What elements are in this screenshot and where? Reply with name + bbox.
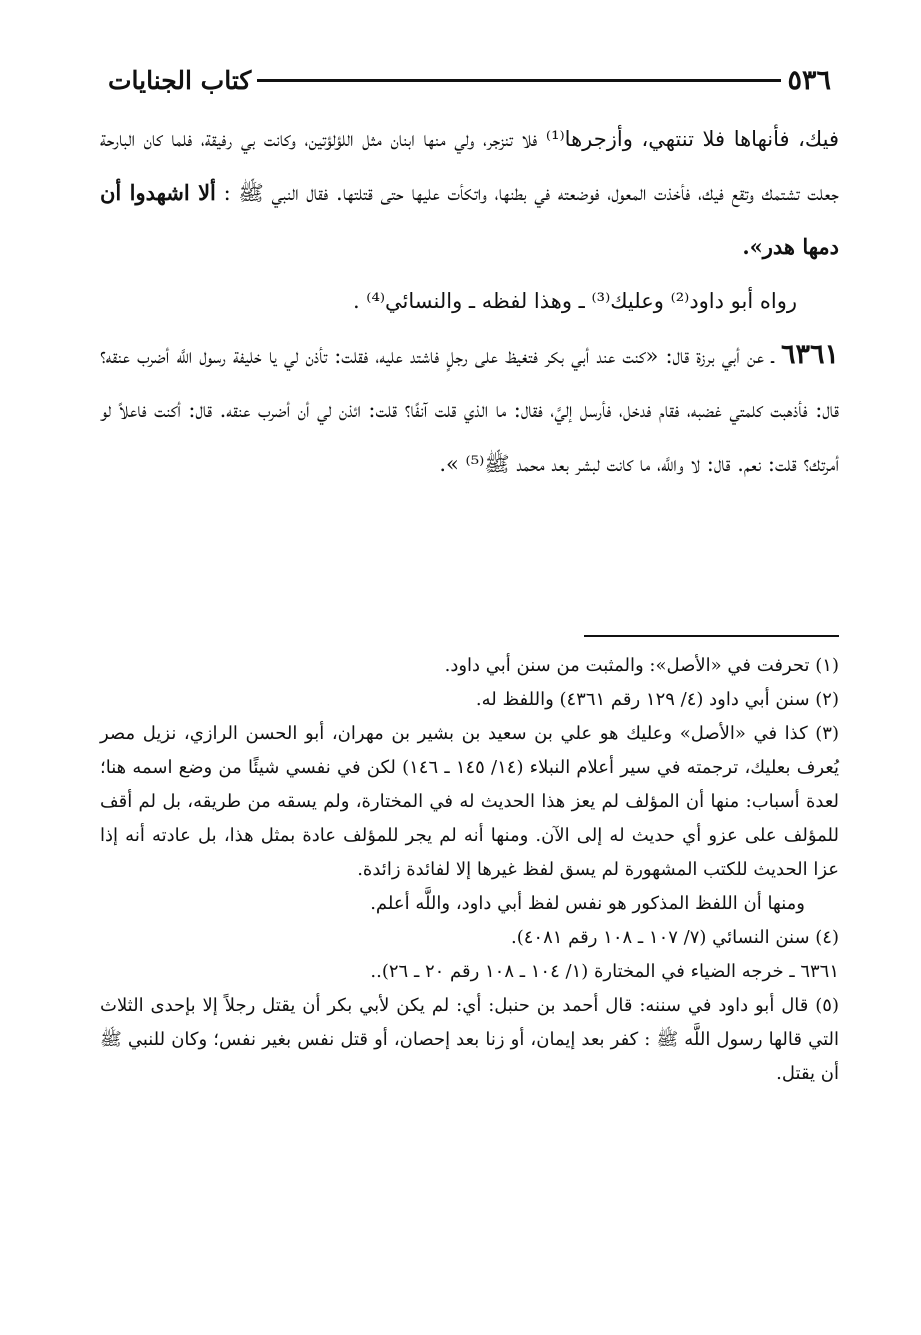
- footnote-1: (١) تحرفت في «الأصل»: والمثبت من سنن أبي داود.: [444, 655, 839, 676]
- header-rule: [257, 79, 781, 82]
- footnote-5: (٥) قال أبو داود في سننه: قال أحمد بن حنبل: أي: لم يكن لأبي بكر أن يقتل رجلاً إلا بإحدى الثلاث التي قالها رسول اللَّه ﷺ : كفر بعد إيمان، أو زنا بعد إحصان، أو قتل نفس بغير نفس؛ وكان للنبي ﷺ أن يقتل.: [100, 995, 839, 1084]
- hadith-number: ٦٣٦١: [781, 339, 839, 370]
- page-number: ٥٣٦: [787, 64, 831, 96]
- running-header: [100, 60, 839, 100]
- footnote-3: (٣) كذا في «الأصل» وعليك هو علي بن سعيد بن بشير بن مهران، أبو الحسن الرازي، نزيل مصر يُعرف بعليك، ترجمته في سير أعلام النبلاء (١٤/ ١٤٥ ـ ١٤٦) لكن في نفسي شيئًا من وضع اسمه هنا؛ لعدة أسباب: منها أن المؤلف لم يعز هذا الحديث له في المختارة، ولم يسقه من طريقه، بل لم أقف للمؤلف على عزو أي حديث له إلى الآن. ومنها أنه لم يجر للمؤلف عادة بمثل هذا، بل عادته أنه إذا عزا الحديث للكتب المشهورة لم يسق لفظ غيرها إلا لفائدة زائدة.: [100, 723, 839, 880]
- footnote-4: (٤) سنن النسائي (٧/ ١٠٧ ـ ١٠٨ رقم ٤٠٨١).: [511, 927, 839, 948]
- footnote-2: (٢) سنن أبي داود (٤/ ١٢٩ رقم ٤٣٦١) واللفظ له.: [475, 689, 839, 710]
- footnote-hadith-6361: ٦٣٦١ ـ خرجه الضياء في المختارة (١/ ١٠٤ ـ ١٠٨ رقم ٢٠ ـ ٢٦)..: [370, 961, 839, 982]
- footnote-divider: [584, 635, 839, 637]
- hadith-text: ـ عن أبي برزة قال: «كنت عند أبي بكر فتغيظ على رجلٍ فاشتد عليه، فقلت: تأذن لي يا خليفة رسول اللَّه أضرب عنقه؟ قال: فأذهبت كلمتي غضبه، فقام فدخل، فأرسل إليَّ، فقال: ما الذي قلت آنفًا؟ قلت: ائذن لي أن أضرب عنقه. قال: أكنت فاعلاً لو أمرتك؟ قلت: نعم. قال: لا واللَّه، ما كانت لبشر بعد محمد ﷺ⁽⁵⁾ ».: [100, 344, 839, 476]
- hadith-paragraph: [100, 328, 839, 491]
- footnote-3-continued: ومنها أن اللفظ المذكور هو نفس لفظ أبي داود، واللَّه أعلم.: [370, 893, 805, 914]
- paragraph: [100, 112, 839, 274]
- source-line: رواه أبو داود⁽²⁾ وعليك⁽³⁾ ـ وهذا لفظه ـ والنسائي⁽⁴⁾ .: [352, 289, 797, 313]
- book-title: كتاب الجنايات: [108, 65, 252, 95]
- footnotes: [100, 649, 839, 1091]
- main-text: [100, 112, 839, 491]
- bold-quote: ألا اشهدوا أن دمها هدر».: [100, 180, 839, 259]
- paragraph-text: فيك، فأنهاها فلا تنتهي، وأزجرها⁽¹⁾ فلا تنزجر، ولي منها ابنان مثل اللؤلؤتين، وكانت بي رفيقة، فلما كان البارحة جعلت تشتمك وتقع فيك، فأخذت المعول، فوضعته في بطنها، واتكأت عليها حتى قتلتها. فقال النبي ﷺ :: [100, 127, 839, 205]
